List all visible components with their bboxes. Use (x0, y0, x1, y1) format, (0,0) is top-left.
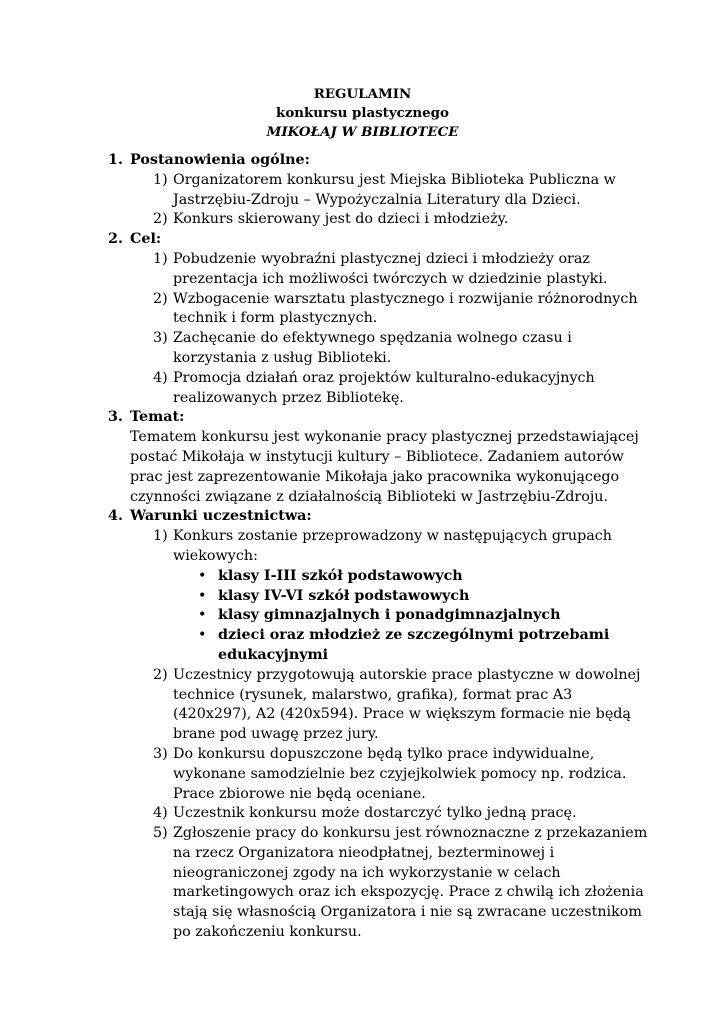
item-number: 2) (153, 290, 168, 307)
item-number: 5) (153, 825, 168, 842)
item-number: 1) (153, 250, 168, 267)
list-item (112, 250, 652, 290)
item-text: Organizatorem konkursu jest Miejska Biblioteka Publiczna w Jastrzębiu-Zdroju – Wypożyczalnia Literatury dla Dzieci. (173, 171, 616, 208)
list-item (112, 369, 652, 409)
item-text: Uczestnik konkursu może dostarczyć tylko jedną pracę. (173, 805, 577, 822)
section-general-provisions (108, 151, 652, 230)
list-item (112, 171, 652, 211)
document-subtitle: konkursu plastycznego (276, 105, 449, 121)
list-item (112, 210, 652, 230)
list-item (112, 527, 652, 567)
list-item (112, 745, 652, 804)
age-group-list (112, 567, 652, 666)
age-group-item (112, 606, 652, 626)
section-items (112, 250, 652, 408)
age-group-item (112, 587, 652, 607)
bullet-icon: • (198, 627, 207, 644)
age-group-item (112, 626, 652, 666)
list-item (112, 290, 652, 330)
bullet-icon: • (198, 587, 207, 604)
item-text: Do konkursu dopuszczone będą tylko prace indywidualne, wykonane samodzielnie bez czyjejkolwiek pomocy np. rodzica. Prace zbiorowe nie będą oceniane. (173, 745, 627, 802)
section-theme (108, 408, 652, 507)
section-title: Postanowienia ogólne: (130, 152, 310, 168)
section-number: 4. (108, 508, 123, 525)
item-number: 3) (153, 330, 168, 347)
item-number: 3) (153, 745, 168, 762)
item-text: Pobudzenie wyobraźni plastycznej dzieci i młodzieży oraz prezentacja ich możliwości twórczych w dziedzinie plastyki. (173, 250, 608, 287)
bullet-icon: • (198, 567, 207, 584)
section-items (112, 171, 652, 230)
age-group-label: klasy gimnazjalnych i ponadgimnazjalnych (218, 607, 561, 624)
section-title: Temat: (130, 409, 185, 426)
section-title: Cel: (130, 231, 162, 248)
item-text: Konkurs skierowany jest do dzieci i młodzieży. (173, 211, 509, 228)
item-number: 2) (153, 666, 168, 683)
contest-name: MIKOŁAJ W BIBLIOTECE (266, 124, 459, 140)
section-title: Warunki uczestnictwa: (130, 508, 312, 525)
age-group-label: klasy I-III szkół podstawowych (218, 567, 463, 584)
item-number: 4) (153, 805, 168, 822)
age-group-item (112, 567, 652, 587)
section-heading (108, 408, 652, 428)
document-title: REGULAMIN (313, 86, 412, 102)
item-text: Zgłoszenie pracy do konkursu jest równoznaczne z przekazaniem na rzecz Organizatora nieodpłatnej, bezterminowej i nieograniczonej zgody na ich wykorzystanie w celach marketingowych oraz ich ekspozycję. Prace z chwilą ich złożenia stają się własnością Organizatora i nie są zwracane uczestnikom po zakończeniu konkursu. (173, 825, 648, 941)
section-goal (108, 230, 652, 408)
item-number: 2) (153, 211, 168, 228)
item-number: 1) (153, 528, 168, 545)
bullet-icon: • (198, 607, 207, 624)
section-number: 2. (108, 231, 123, 248)
section-paragraph: Tematem konkursu jest wykonanie pracy plastycznej przedstawiającej postać Mikołaja w instytucji kultury – Bibliotece. Zadaniem autorów prac jest zaprezentowanie Mikołaja jako pracownika wykonującego czynności związane z działalnością Biblioteki w Jastrzębiu-Zdroju. (130, 429, 639, 505)
section-heading (108, 507, 652, 527)
list-item (112, 329, 652, 369)
document-header (0, 85, 725, 142)
list-item (112, 824, 652, 943)
age-group-label: dzieci oraz młodzież ze szczególnymi potrzebami edukacyjnymi (218, 627, 610, 663)
section-number: 1. (108, 152, 123, 168)
section-number: 3. (108, 409, 123, 426)
item-text: Wzbogacenie warsztatu plastycznego i rozwijanie różnorodnych technik i form plastycznych. (173, 290, 638, 327)
age-group-label: klasy IV-VI szkół podstawowych (218, 587, 470, 604)
item-text: Promocja działań oraz projektów kulturalno-edukacyjnych realizowanych przez Bibliotekę. (173, 369, 595, 406)
section-items (112, 527, 652, 943)
regulation-sections (108, 151, 652, 943)
section-heading (108, 230, 652, 250)
list-item (112, 666, 652, 745)
item-text: Uczestnicy przygotowują autorskie prace plastyczne w dowolnej technice (rysunek, malarstwo, grafika), format prac A3 (420x297), A2 (420x594). Prace w większym formacie nie będą brane pod uwagę przez jury. (173, 666, 641, 743)
item-number: 4) (153, 369, 168, 386)
list-item (112, 804, 652, 824)
section-heading (108, 151, 652, 171)
item-number: 1) (153, 171, 168, 188)
item-text: Konkurs zostanie przeprowadzony w następujących grupach wiekowych: (173, 528, 612, 564)
item-text: Zachęcanie do efektywnego spędzania wolnego czasu i korzystania z usług Biblioteki. (173, 330, 572, 366)
section-participation-conditions (108, 507, 652, 943)
